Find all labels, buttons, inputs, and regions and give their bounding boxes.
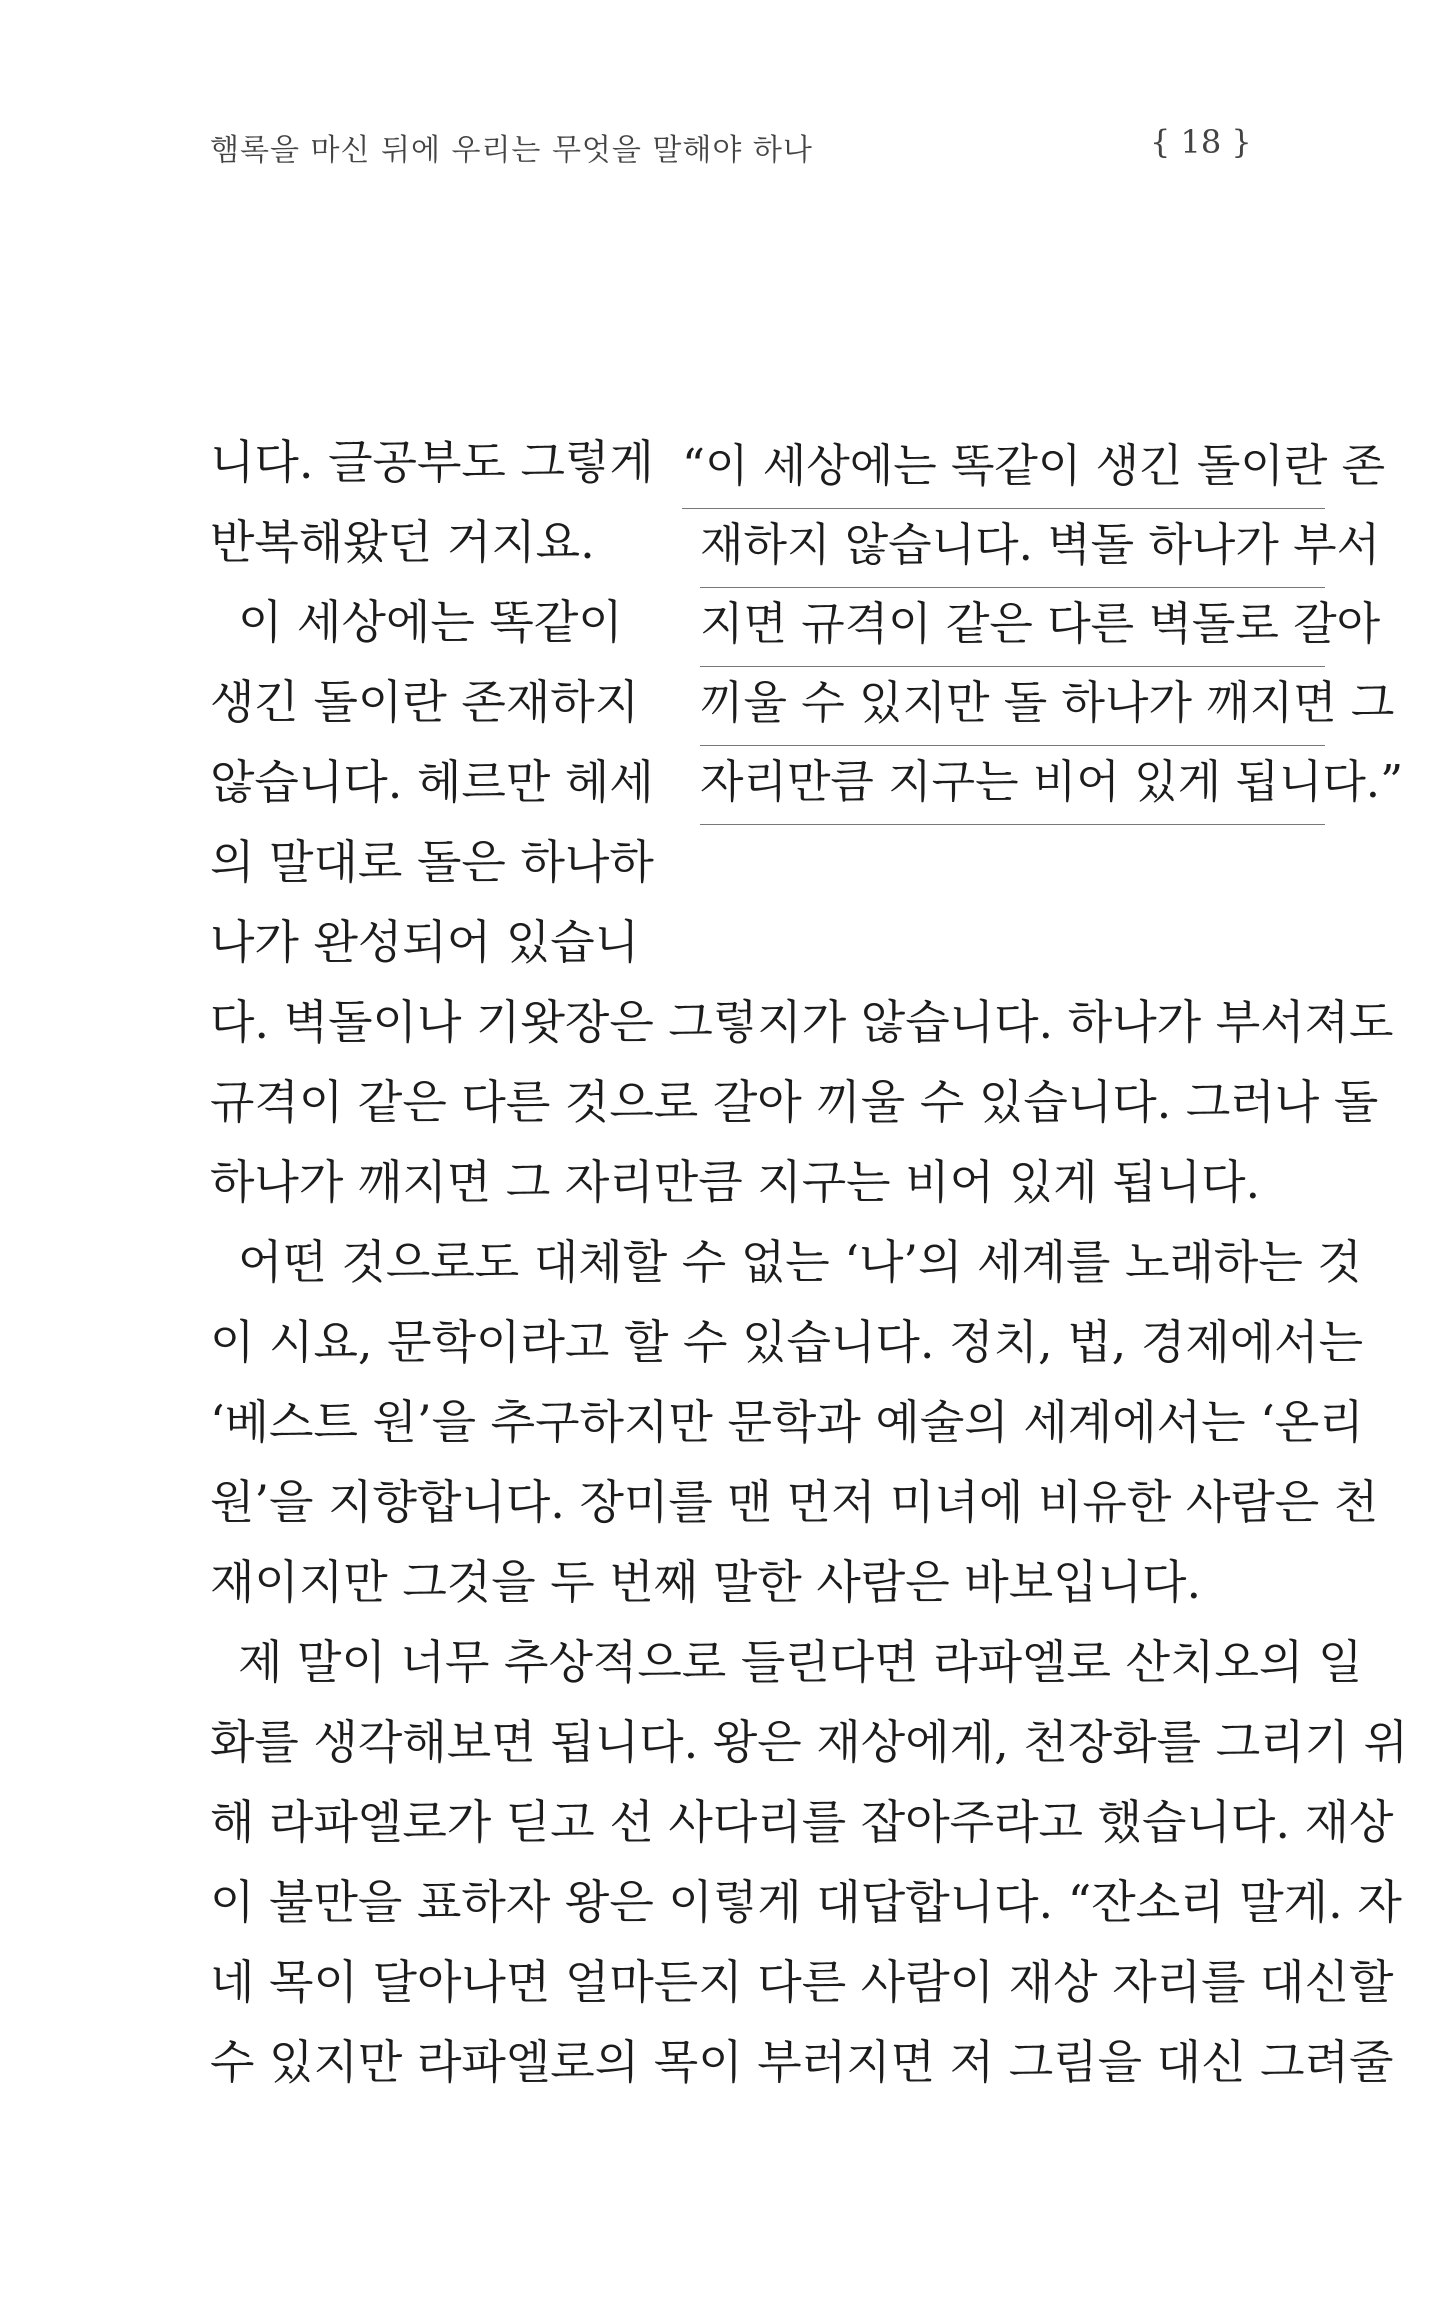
body-line: 재이지만 그것을 두 번째 말한 사람은 바보입니다. [210, 1555, 1202, 1609]
quote-line: “이 세상에는 똑같이 생긴 돌이란 존 [682, 430, 1325, 509]
body-line: 이 시요, 문학이라고 할 수 있습니다. 정치, 법, 경제에서는 [210, 1315, 1364, 1369]
body-line: 나가 완성되어 있습니 [210, 915, 640, 969]
body-line: 하나가 깨지면 그 자리만큼 지구는 비어 있게 됩니다. [210, 1155, 1261, 1209]
quote-line: 끼울 수 있지만 돌 하나가 깨지면 그 [700, 667, 1325, 746]
body-line: ‘베스트 원’을 추구하지만 문학과 예술의 세계에서는 ‘온리 [210, 1395, 1364, 1449]
body-line: 다. 벽돌이나 기왓장은 그렇지가 않습니다. 하나가 부서져도 [210, 995, 1394, 1049]
body-line: 네 목이 달아나면 얼마든지 다른 사람이 재상 자리를 대신할 [210, 1955, 1394, 2009]
quote-line: 자리만큼 지구는 비어 있게 됩니다.” [700, 746, 1325, 825]
body-line: 이 세상에는 똑같이 [238, 595, 623, 649]
body-line: 않습니다. 헤르만 헤세 [210, 755, 654, 809]
body-line: 이 불만을 표하자 왕은 이렇게 대답합니다. “잔소리 말게. 자 [210, 1875, 1402, 1929]
body-line: 원’을 지향합니다. 장미를 맨 먼저 미녀에 비유한 사람은 천 [210, 1475, 1379, 1529]
running-head: 햄록을 마신 뒤에 우리는 무엇을 말해야 하나 [210, 133, 813, 168]
body-line: 생긴 돌이란 존재하지 [210, 675, 640, 729]
body-line: 화를 생각해보면 됩니다. 왕은 재상에게, 천장화를 그리기 위 [210, 1715, 1409, 1769]
quote-line: 지면 규격이 같은 다른 벽돌로 갈아 [700, 588, 1325, 667]
body-line: 제 말이 너무 추상적으로 들린다면 라파엘로 산치오의 일 [238, 1635, 1363, 1689]
body-line: 반복해왔던 거지요. [210, 515, 595, 569]
quote-line: 재하지 않습니다. 벽돌 하나가 부서 [700, 509, 1325, 588]
body-line: 니다. 글공부도 그렇게 [210, 435, 654, 489]
body-line: 의 말대로 돌은 하나하 [210, 835, 654, 889]
pull-quote [682, 430, 1404, 825]
body-line: 어떤 것으로도 대체할 수 없는 ‘나’의 세계를 노래하는 것 [238, 1235, 1362, 1289]
body-line: 해 라파엘로가 딛고 선 사다리를 잡아주라고 했습니다. 재상 [210, 1795, 1394, 1849]
body-line: 수 있지만 라파엘로의 목이 부러지면 저 그림을 대신 그려줄 [210, 2035, 1394, 2089]
body-line: 규격이 같은 다른 것으로 갈아 끼울 수 있습니다. 그러나 돌 [210, 1075, 1379, 1129]
page-number: { 18 } [1150, 123, 1252, 161]
